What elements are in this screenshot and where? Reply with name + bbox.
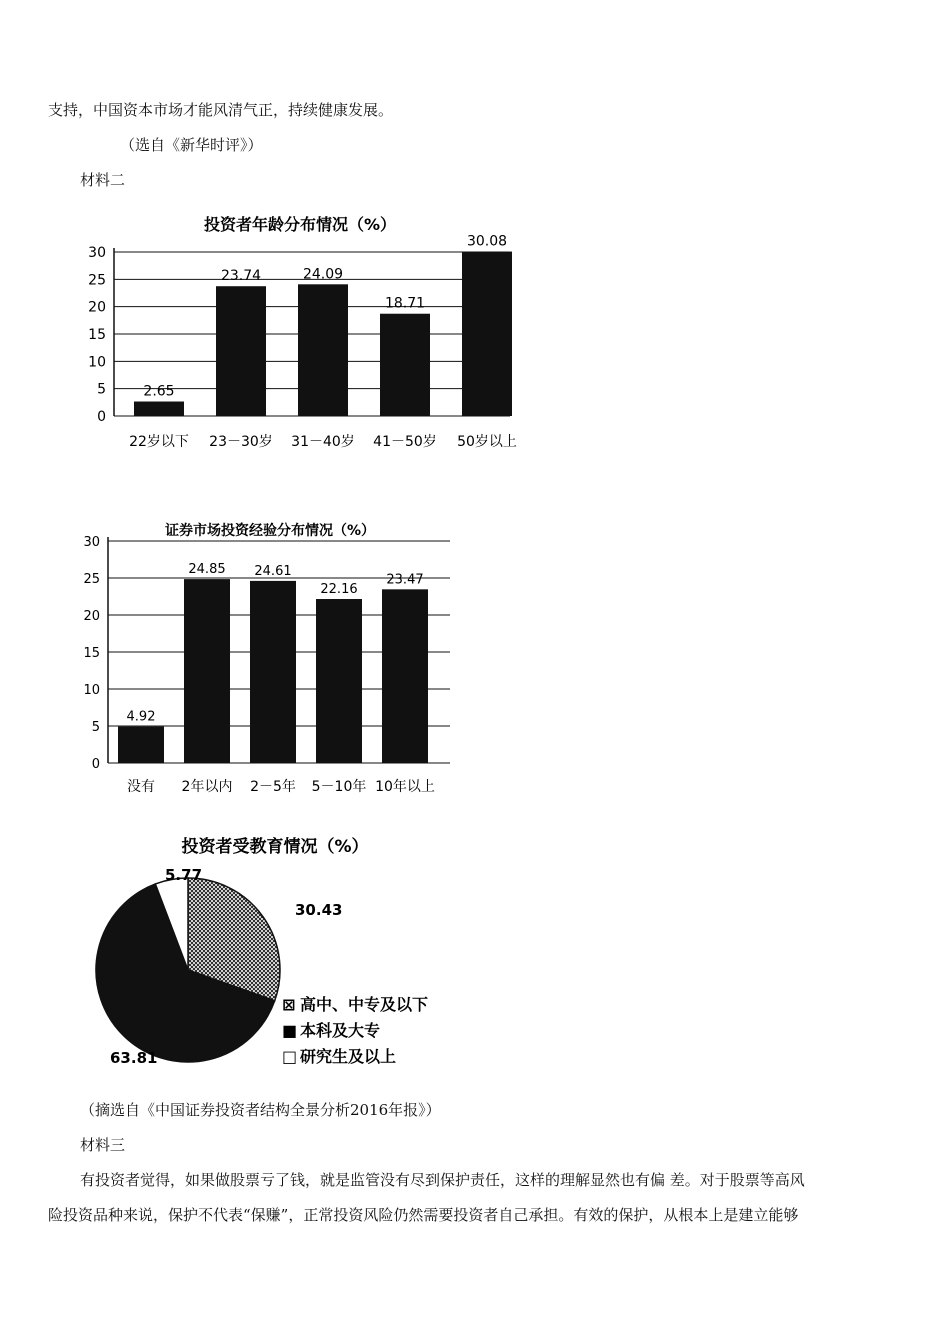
slice-value-label: 63.81 — [110, 1049, 158, 1067]
data-label: 22.16 — [320, 582, 358, 598]
legend-marker: ⊠ — [282, 995, 296, 1014]
x-tick-label: 23－30岁 — [209, 434, 273, 450]
source-citation: （选自《新华时评》） — [120, 136, 263, 154]
x-tick-label: 41－50岁 — [373, 434, 437, 450]
x-tick-label: 31－40岁 — [291, 434, 355, 450]
y-tick-label: 25 — [88, 272, 106, 289]
bar-group — [129, 234, 517, 450]
chart-title: 证券市场投资经验分布情况（%） — [164, 523, 376, 539]
y-tick-label: 10 — [88, 354, 106, 371]
chart-title: 投资者受教育情况（%） — [181, 837, 369, 857]
y-tick-label: 15 — [83, 646, 100, 661]
y-tick-label: 30 — [88, 245, 106, 261]
x-tick-label: 2年以内 — [181, 779, 233, 795]
bar — [134, 402, 184, 416]
bar — [316, 599, 362, 763]
chart-title: 投资者年龄分布情况（%） — [203, 215, 397, 234]
y-tick-label: 15 — [88, 327, 106, 343]
y-tick-label: 10 — [83, 683, 100, 698]
paragraph-line: 险投资品种来说，保护不代表“保赚”，正常投资风险仍然需要投资者自己承担。有效的保护，从根本上是建立能够 — [48, 1206, 799, 1224]
age-distribution-chart — [80, 210, 540, 460]
y-tick-label: 25 — [83, 572, 100, 587]
bar — [380, 314, 430, 416]
data-label: 4.92 — [126, 709, 156, 725]
legend-label: 高中、中专及以下 — [300, 995, 429, 1014]
data-label: 18.71 — [384, 295, 426, 312]
data-label: 23.74 — [220, 268, 262, 285]
legend-label: 本科及大专 — [300, 1021, 381, 1040]
legend-marker: □ — [282, 1047, 298, 1066]
y-tick-label: 20 — [88, 299, 106, 316]
y-tick-label: 5 — [91, 720, 100, 735]
pie-legend — [282, 995, 428, 1066]
bar — [382, 589, 428, 763]
x-tick-label: 22岁以下 — [129, 434, 189, 450]
bar — [118, 727, 164, 763]
x-tick-label: 2－5年 — [250, 779, 296, 795]
bar — [216, 286, 266, 416]
y-tick-label: 0 — [91, 757, 100, 772]
material-three-heading: 材料三 — [80, 1136, 126, 1154]
y-tick-label: 20 — [83, 609, 100, 624]
material-two-heading: 材料二 — [80, 171, 126, 189]
education-pie-chart — [70, 825, 470, 1075]
bar — [184, 579, 230, 763]
data-label: 30.08 — [466, 233, 508, 250]
bar — [250, 581, 296, 763]
source-citation-report: （摘选自《中国证券投资者结构全景分析2016年报》） — [80, 1101, 441, 1119]
x-tick-label: 50岁以上 — [457, 434, 517, 450]
data-label: 23.47 — [386, 572, 424, 588]
data-label: 2.65 — [143, 383, 175, 400]
experience-distribution-chart — [80, 515, 460, 805]
paragraph-end-line: 支持，中国资本市场才能风清气正，持续健康发展。 — [48, 101, 394, 119]
data-label: 24.09 — [302, 266, 344, 283]
data-label: 24.85 — [188, 562, 226, 578]
legend-marker: ■ — [282, 1021, 298, 1040]
bar — [462, 252, 512, 416]
x-tick-label: 10年以上 — [375, 779, 435, 795]
slice-value-label: 5.77 — [165, 866, 203, 884]
y-tick-label: 5 — [97, 381, 106, 398]
x-tick-label: 没有 — [127, 779, 155, 795]
slice-value-label: 30.43 — [295, 901, 343, 919]
y-tick-label: 0 — [97, 409, 106, 425]
y-tick-label: 30 — [83, 535, 100, 550]
bar-group — [118, 562, 435, 795]
paragraph-line: 有投资者觉得，如果做股票亏了钱，就是监管没有尽到保护责任，这样的理解显然也有偏 差。对于股票等高风 — [80, 1171, 805, 1189]
legend-label: 研究生及以上 — [300, 1047, 397, 1066]
x-tick-label: 5－10年 — [311, 779, 367, 795]
bar — [298, 284, 348, 416]
data-label: 24.61 — [254, 563, 292, 579]
